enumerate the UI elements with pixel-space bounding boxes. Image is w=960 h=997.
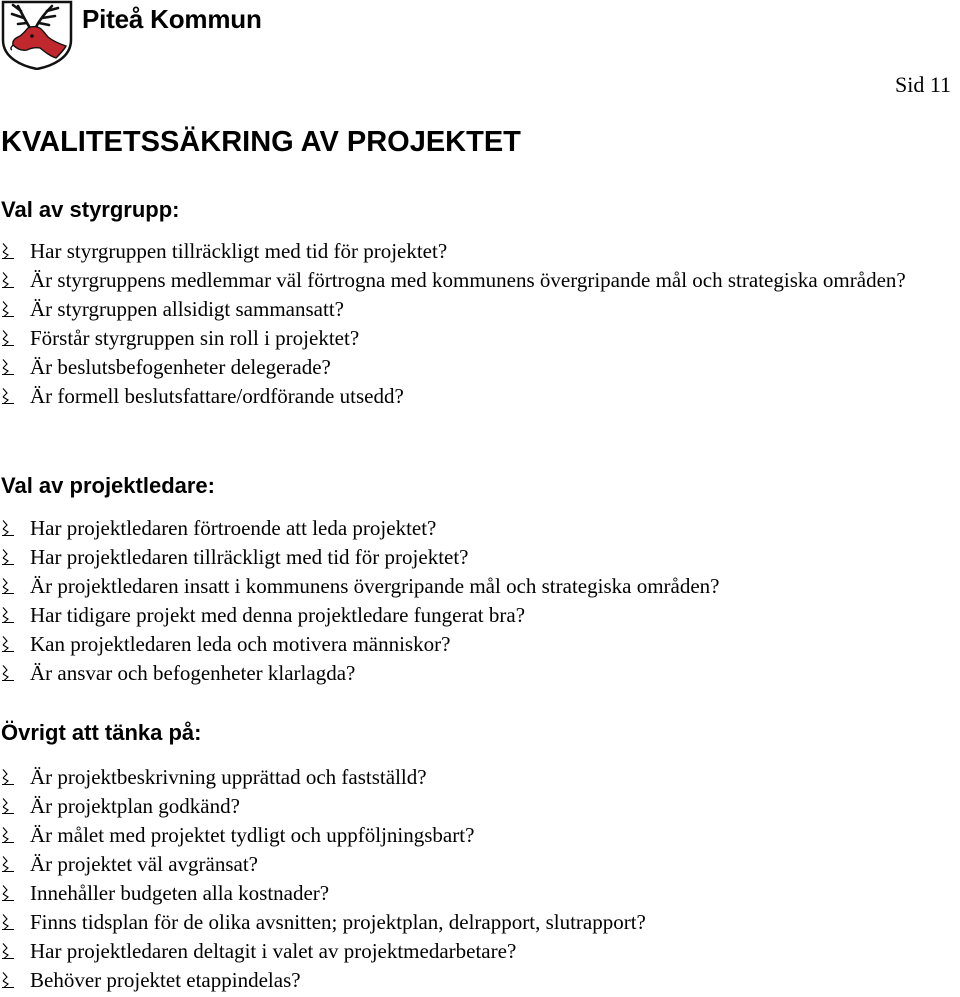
list-item [0, 353, 910, 382]
list-item [0, 937, 910, 966]
list-item-text: Är formell beslutsfattare/ordförande utsedd? [30, 384, 404, 408]
list-item-text: Kan projektledaren leda och motivera människor? [30, 632, 451, 656]
list-item-text: Är projektplan godkänd? [30, 794, 240, 818]
list-item-text: Är ansvar och befogenheter klarlagda? [30, 661, 356, 685]
wingdings-check-bullet-icon [0, 942, 16, 960]
list-item-text: Innehåller budgeten alla kostnader? [30, 881, 330, 905]
wingdings-check-bullet-icon [0, 577, 16, 595]
page-number: Sid 11 [895, 72, 952, 97]
wingdings-check-bullet-icon [0, 519, 16, 537]
wingdings-check-bullet-icon [0, 826, 16, 844]
wingdings-check-bullet-icon [0, 913, 16, 931]
wingdings-check-bullet-icon [0, 271, 16, 289]
wingdings-check-bullet-icon [0, 884, 16, 902]
document-title: KVALITETSSÄKRING AV PROJEKTET [1, 126, 521, 158]
wingdings-check-bullet-icon [0, 606, 16, 624]
wingdings-check-bullet-icon [0, 768, 16, 786]
list-item [0, 792, 910, 821]
reindeer-coat-of-arms-icon [0, 0, 74, 70]
wingdings-check-bullet-icon [0, 971, 16, 989]
list-item [0, 324, 910, 353]
brand-name: Piteå Kommun [82, 4, 262, 34]
wingdings-check-bullet-icon [0, 387, 16, 405]
wingdings-check-bullet-icon [0, 548, 16, 566]
list-item-text: Har projektledaren deltagit i valet av projektmedarbetare? [30, 939, 517, 963]
list-item [0, 850, 910, 879]
list-item-text: Är styrgruppens medlemmar väl förtrogna med kommunens övergripande mål och strategiska områden? [30, 268, 906, 292]
wingdings-check-bullet-icon [0, 358, 16, 376]
question-list-ovrigt [0, 763, 910, 995]
list-item [0, 966, 910, 995]
section-heading-ovrigt: Övrigt att tänka på: [1, 720, 202, 745]
list-item [0, 572, 910, 601]
list-item-text: Är projektet väl avgränsat? [30, 852, 258, 876]
section-heading-styrgrupp: Val av styrgrupp: [1, 197, 180, 222]
wingdings-check-bullet-icon [0, 329, 16, 347]
list-item [0, 601, 910, 630]
list-item-text: Har projektledaren tillräckligt med tid för projektet? [30, 545, 469, 569]
list-item-text: Är styrgruppen allsidigt sammansatt? [30, 297, 344, 321]
wingdings-check-bullet-icon [0, 300, 16, 318]
list-item-text: Är beslutsbefogenheter delegerade? [30, 355, 331, 379]
list-item-text: Har projektledaren förtroende att leda projektet? [30, 516, 437, 540]
list-item-text: Har styrgruppen tillräckligt med tid för projektet? [30, 239, 448, 263]
question-list-styrgrupp [0, 237, 910, 411]
list-item [0, 630, 910, 659]
list-item-text: Har tidigare projekt med denna projektledare fungerat bra? [30, 603, 526, 627]
list-item-text: Är projektledaren insatt i kommunens övergripande mål och strategiska områden? [30, 574, 720, 598]
list-item [0, 908, 910, 937]
wingdings-check-bullet-icon [0, 664, 16, 682]
list-item [0, 659, 910, 688]
list-item-text: Behöver projektet etappindelas? [30, 968, 301, 992]
list-item-text: Förstår styrgruppen sin roll i projektet? [30, 326, 360, 350]
question-list-projektledare [0, 514, 910, 688]
list-item [0, 821, 910, 850]
list-item [0, 237, 910, 266]
list-item [0, 382, 910, 411]
wingdings-check-bullet-icon [0, 797, 16, 815]
wingdings-check-bullet-icon [0, 635, 16, 653]
list-item [0, 266, 910, 295]
list-item [0, 514, 910, 543]
list-item [0, 543, 910, 572]
list-item-text: Finns tidsplan för de olika avsnitten; projektplan, delrapport, slutrapport? [30, 910, 646, 934]
list-item [0, 763, 910, 792]
list-item [0, 879, 910, 908]
wingdings-check-bullet-icon [0, 242, 16, 260]
wingdings-check-bullet-icon [0, 855, 16, 873]
list-item [0, 295, 910, 324]
list-item-text: Är målet med projektet tydligt och uppföljningsbart? [30, 823, 475, 847]
list-item-text: Är projektbeskrivning upprättad och fastställd? [30, 765, 427, 789]
section-heading-projektledare: Val av projektledare: [1, 473, 215, 498]
